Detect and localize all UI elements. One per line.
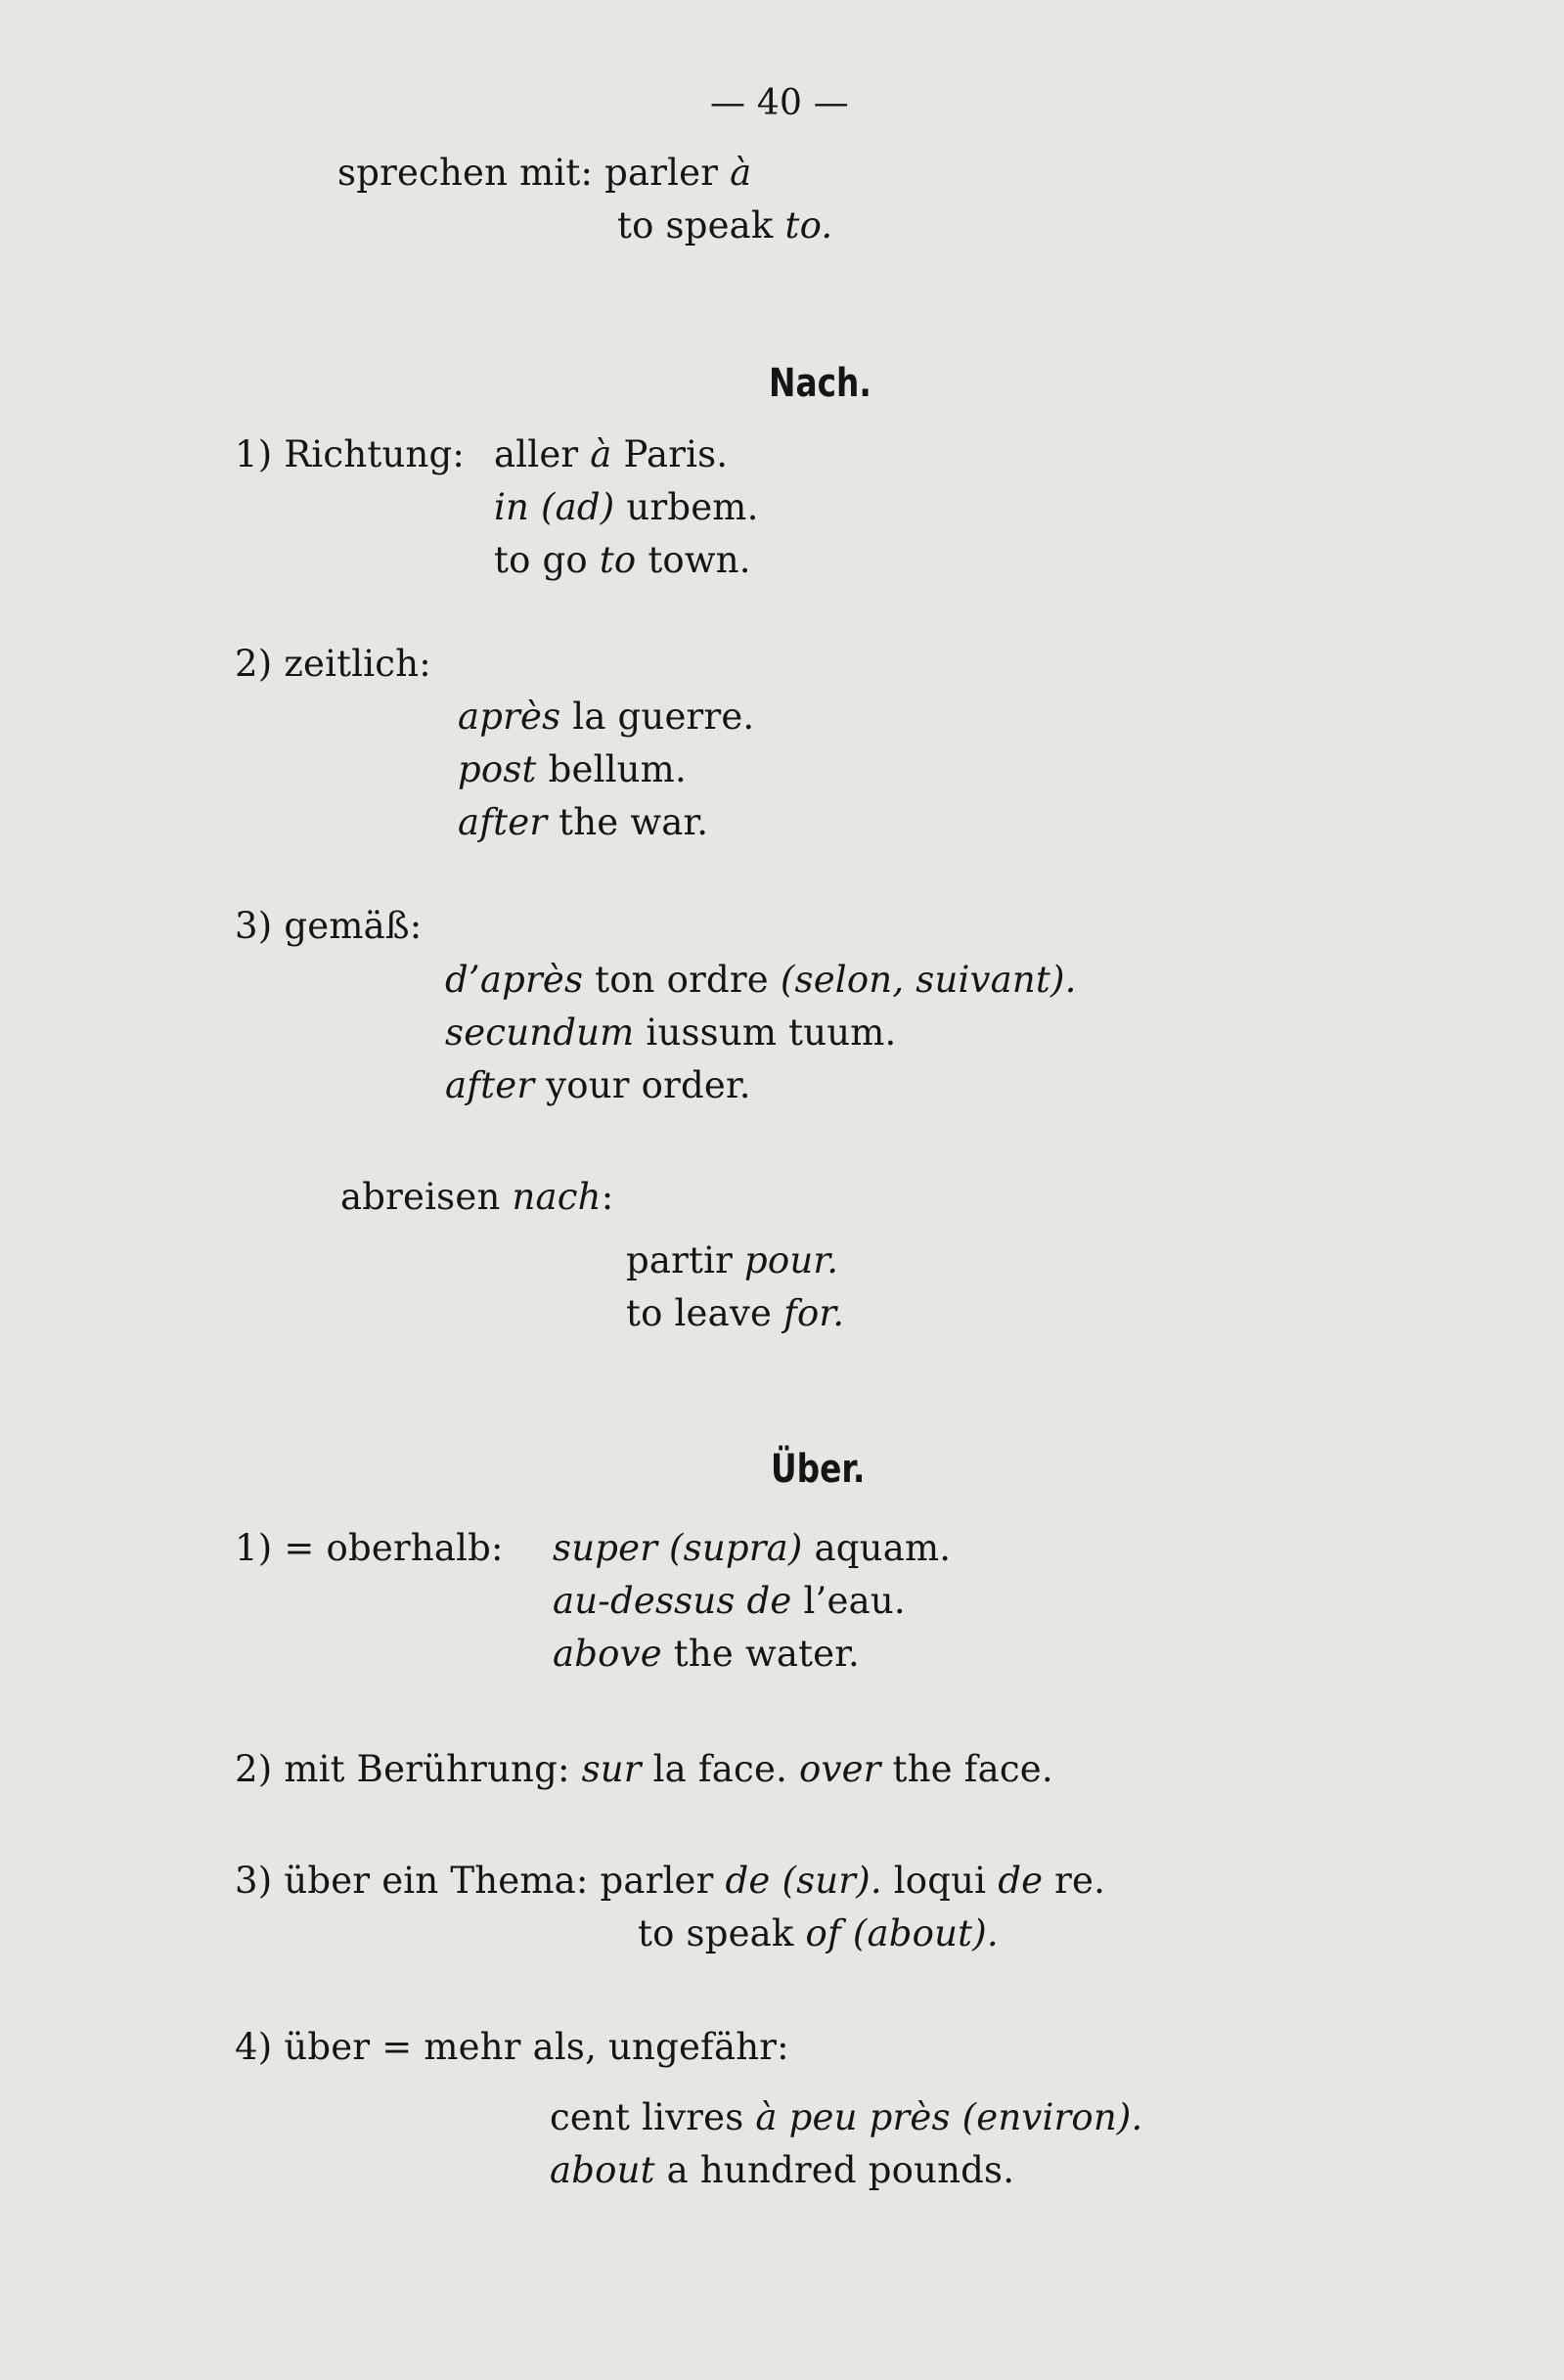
uber-2-line: 2) mit Berührung: sur la face. over the face.: [235, 1748, 1053, 1790]
line-sprechen-mit: sprechen mit: parler à: [337, 152, 752, 194]
abreisen-french: partir pour.: [626, 1239, 839, 1281]
nach-3-english: after your order.: [445, 1064, 751, 1106]
page-number: — 40 —: [710, 83, 849, 123]
nach-2-latin: post bellum.: [458, 748, 687, 790]
heading-uber: Über.: [771, 1447, 866, 1492]
uber-1-label: 1) = oberhalb:: [235, 1527, 504, 1569]
nach-1-english: to go to town.: [494, 539, 751, 581]
uber-4-french: cent livres à peu près (environ).: [550, 2096, 1143, 2138]
uber-1-latin: super (supra) aquam.: [553, 1527, 952, 1569]
nach-3-label: 3) gemäß:: [235, 905, 423, 947]
nach-2-label: 2) zeitlich:: [235, 643, 431, 685]
nach-1-label: 1) Richtung:: [235, 433, 466, 475]
nach-1-french: aller à Paris.: [494, 433, 729, 475]
uber-3-english: to speak of (about).: [638, 1912, 999, 1954]
nach-3-french: d’après ton ordre (selon, suivant).: [445, 959, 1077, 1001]
abreisen-nach: abreisen nach:: [340, 1176, 614, 1218]
uber-4-english: about a hundred pounds.: [550, 2149, 1015, 2191]
heading-nach: Nach.: [769, 361, 871, 406]
abreisen-english: to leave for.: [626, 1292, 845, 1334]
uber-1-french: au-dessus de l’eau.: [553, 1580, 906, 1622]
uber-4-label: 4) über = mehr als, ungefähr:: [235, 2026, 789, 2068]
nach-3-latin: secundum iussum tuum.: [445, 1011, 897, 1054]
line-to-speak-to: to speak to.: [617, 204, 833, 247]
nach-1-latin: in (ad) urbem.: [494, 486, 759, 528]
uber-3-line: 3) über ein Thema: parler de (sur). loqui de re.: [235, 1860, 1106, 1902]
nach-2-french: après la guerre.: [458, 696, 755, 738]
nach-2-english: after the war.: [458, 801, 709, 843]
uber-1-english: above the water.: [553, 1633, 861, 1675]
